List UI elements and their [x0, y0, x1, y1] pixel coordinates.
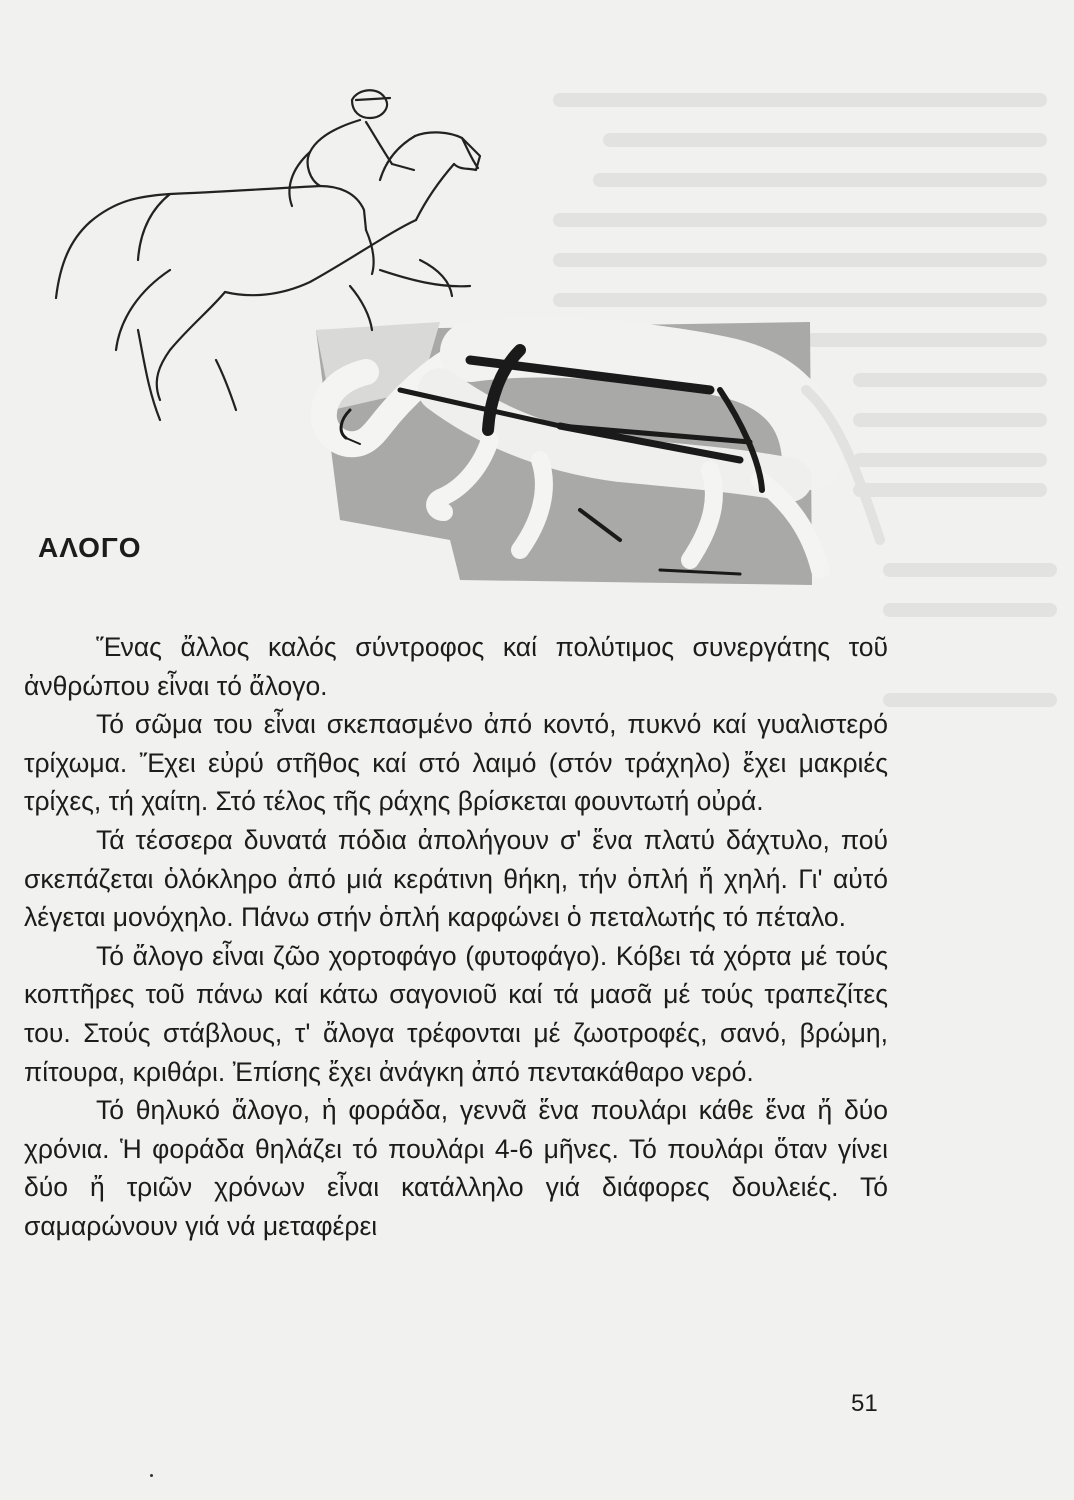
paragraph	[24, 628, 888, 705]
ink-speck	[150, 1474, 153, 1477]
article-body	[24, 628, 888, 1246]
horse-illustration	[20, 60, 920, 620]
paragraph-text: Τό σῶμα του εἶναι σκεπασμένο ἀπό κοντό, πυκνό καί γυαλιστερό τρίχωμα. Ἔχει εὐρύ στῆθος καί στό λαιμό (στόν τράχηλο) ἔχει μακριές τρίχες, τή χαίτη. Στό τέλος τῆς ράχης βρίσκεται φουντωτή οὐρά.	[24, 709, 888, 817]
page-number: 51	[851, 1390, 878, 1417]
paragraph	[24, 1091, 888, 1245]
section-heading: ΑΛΟΓΟ	[38, 532, 142, 563]
paragraph	[24, 937, 888, 1091]
paragraph	[24, 821, 888, 937]
paragraph	[24, 705, 888, 821]
paragraph-text: Ἕνας ἄλλος καλός σύντροφος καί πολύτιμος συνεργάτης τοῦ ἀνθρώπου εἶναι τό ἄλογο.	[24, 632, 888, 701]
paragraph-text: Τά τέσσερα δυνατά πόδια ἀπολήγουν σ' ἕνα πλατύ δάχτυλο, πού σκεπάζεται ὁλόκληρο ἀπό μιά κεράτινη θήκη, τήν ὁπλή ἤ χηλή. Γι' αὐτό λέγεται μονόχηλο. Πάνω στήν ὁπλή καρφώνει ὁ πεταλωτής τό πέταλο.	[24, 824, 888, 933]
paragraph-text: Τό ἄλογο εἶναι ζῶο χορτοφάγο (φυτοφάγο). Κόβει τά χόρτα μέ τούς κοπτῆρες τοῦ πάνω καί κάτω σαγονιοῦ καί τά μασᾶ μέ τούς τραπεζίτες του. Στούς στάβλους, τ' ἄλογα τρέφονται μέ ζωοτροφές, σανό, βρώμη, πίτουρα, κριθάρι. Ἐπίσης ἔχει ἀνάγκη ἀπό πεντακάθαρο νερό.	[24, 940, 888, 1087]
paragraph-text: Τό θηλυκό ἄλογο, ἡ φοράδα, γεννᾶ ἕνα πουλάρι κάθε ἕνα ἤ δύο χρόνια. Ἡ φοράδα θηλάζει τό πουλάρι 4-6 μῆνες. Τό πουλάρι ὅταν γίνει δύο ἤ τριῶν χρόνων εἶναι κατάλληλο γιά διάφορες δουλειές. Τό σαμαρώνουν γιά νά μεταφέρει	[24, 1095, 888, 1241]
